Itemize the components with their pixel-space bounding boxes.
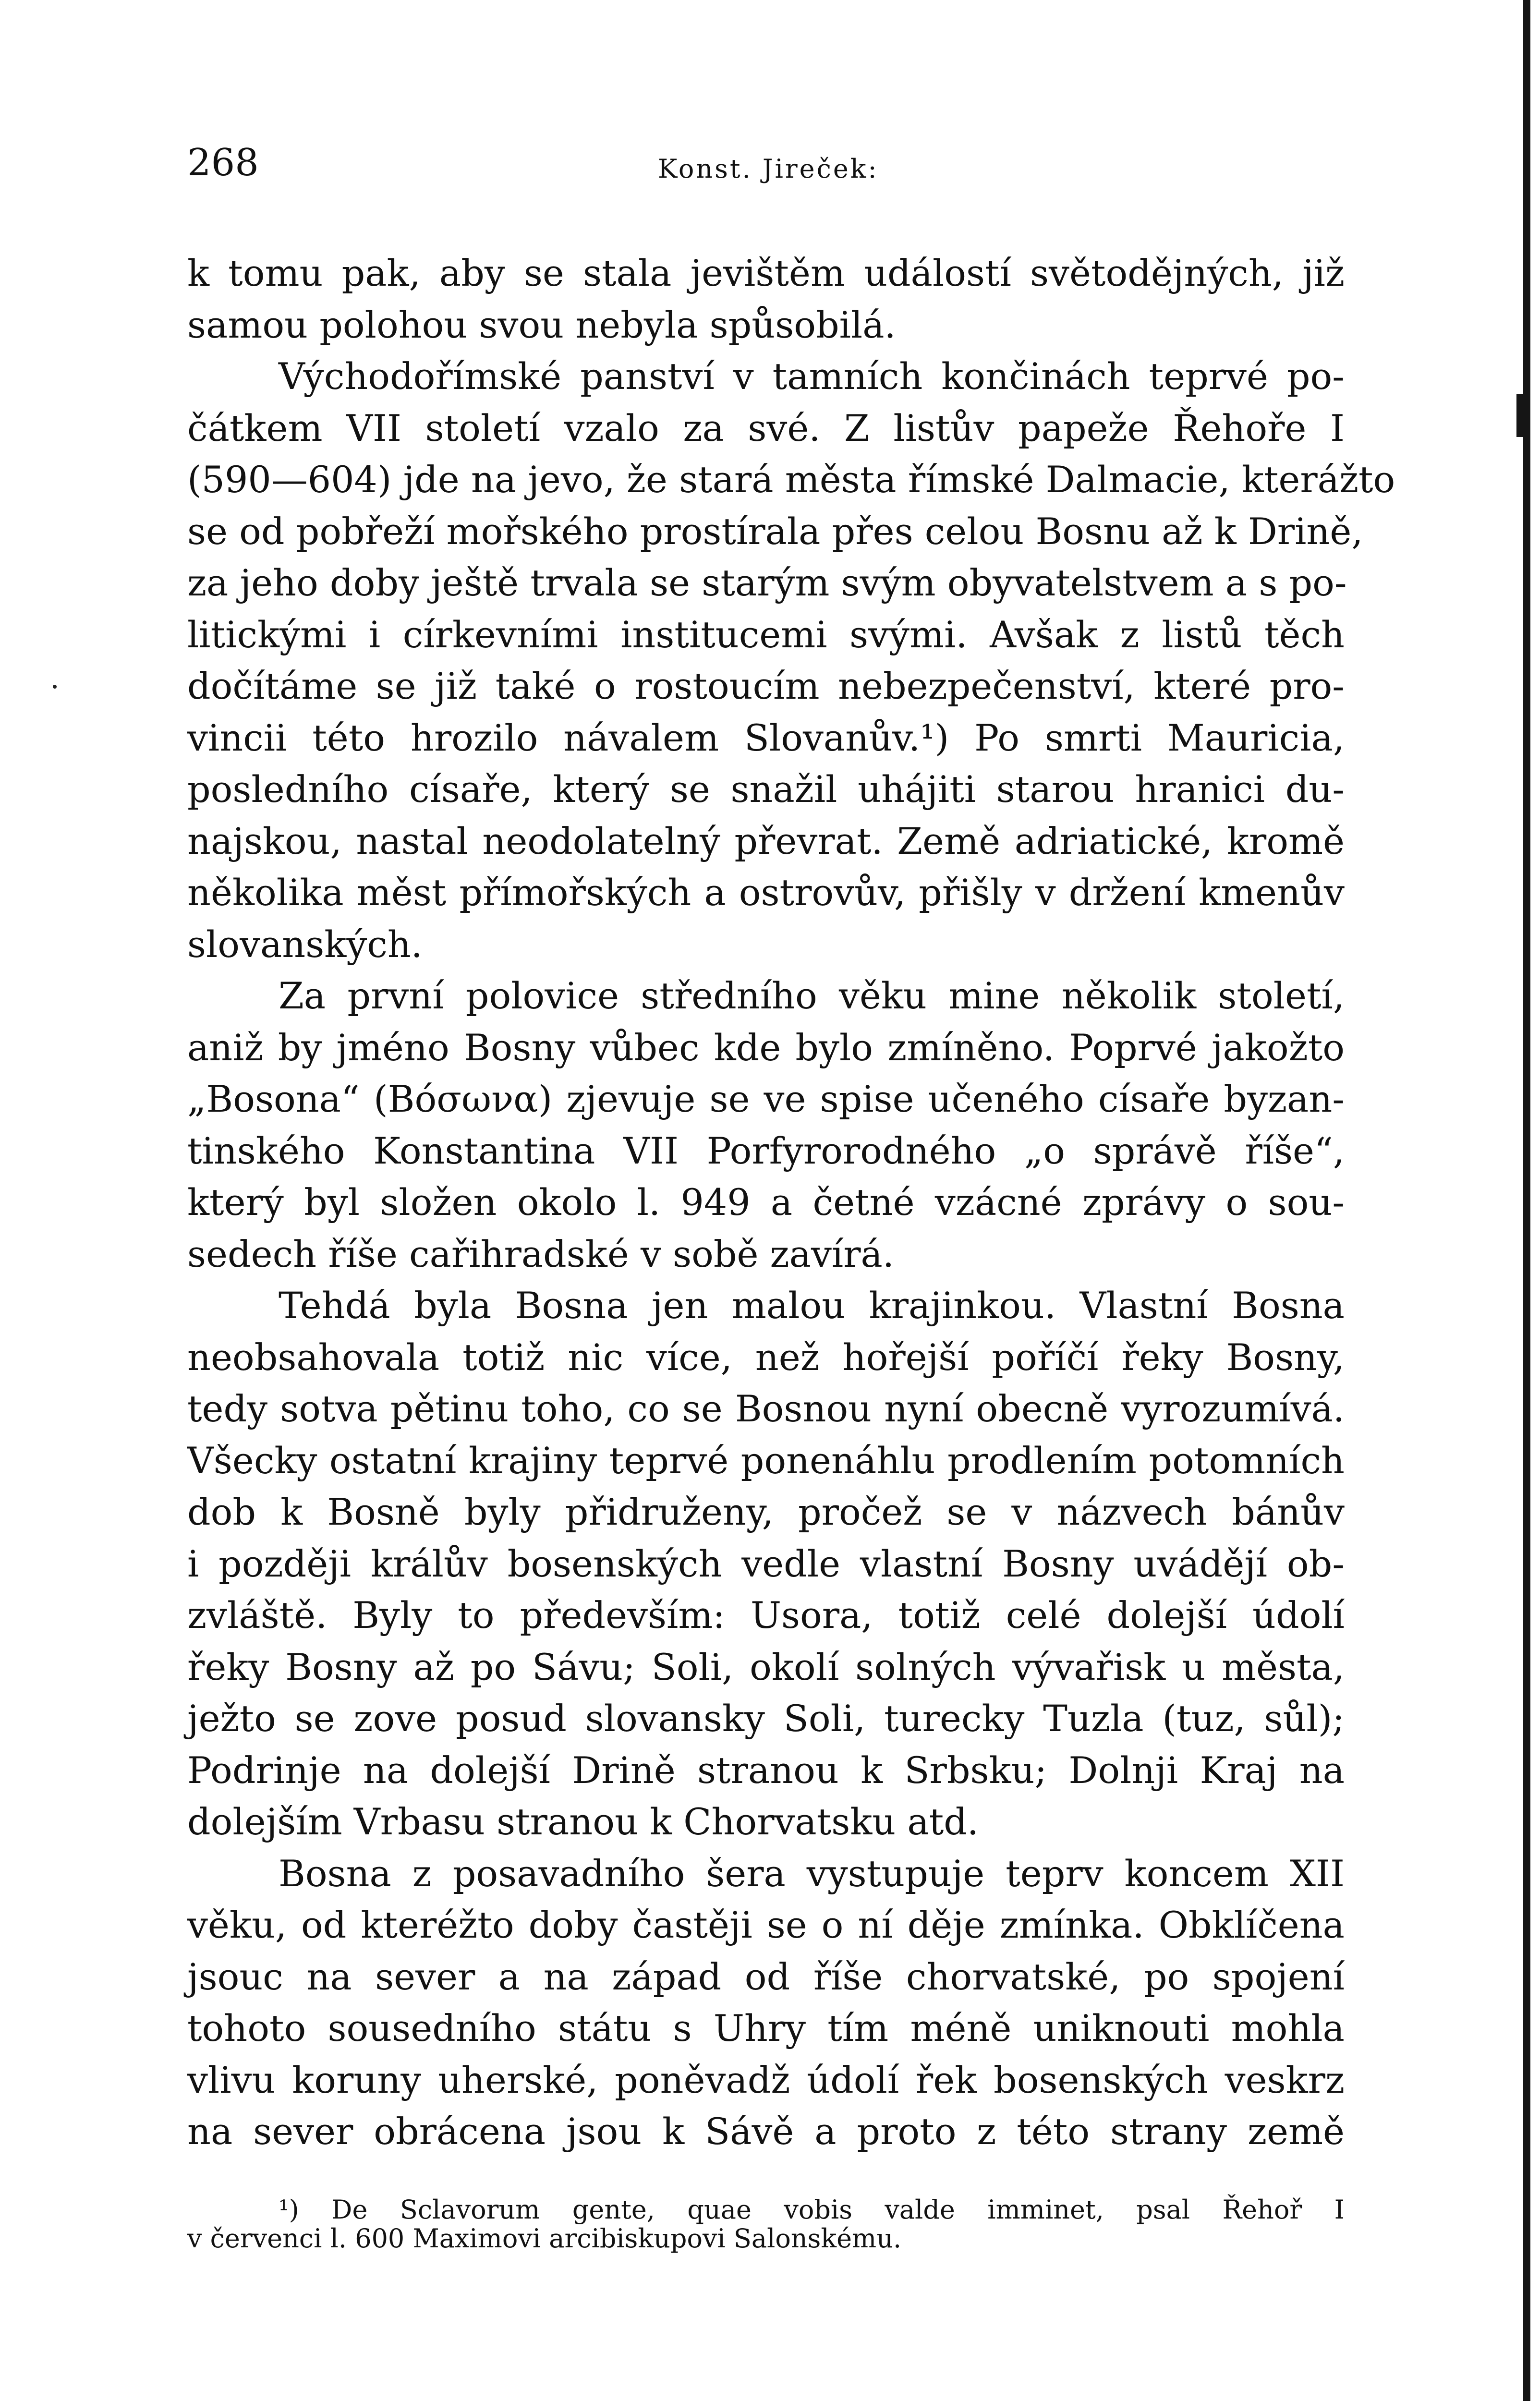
text-line-8: litickými i církevními institucemi svými. Avšak z listů těch <box>187 613 1345 656</box>
text-line-35: tohoto sousedního státu s Uhry tím méně uniknouti mohla <box>187 2007 1345 2049</box>
running-head: Konst. Jireček: <box>658 154 879 184</box>
text-line-20: sedech říše cařihradské v sobě zavírá. <box>187 1232 895 1275</box>
margin-mark <box>53 685 57 689</box>
main-text <box>187 247 1395 2158</box>
text-line-11: posledního císaře, který se snažil uhájiti starou hranici du- <box>187 768 1345 811</box>
text-line-19: který byl složen okolo l. 949 a četné vzácné zprávy o sou- <box>187 1181 1345 1224</box>
text-line-5: (590—604) jde na jevo, že stará města římské Dalmacie, kterážto <box>187 458 1395 501</box>
footnote-line-2: v červenci l. 600 Maximovi arcibiskupovi Salonskému. <box>187 2223 902 2254</box>
text-line-31: dolejším Vrbasu stranou k Chorvatsku atd. <box>187 1800 979 1843</box>
text-line-30: Podrinje na dolejší Drině stranou k Srbsku; Dolnji Kraj na <box>187 1748 1345 1792</box>
footnote-line-1: ¹) De Sclavorum gente, quae vobis valde imminet, psal Řehoř I <box>279 2195 1345 2225</box>
text-line-22: neobsahovala totiž nic více, než hořejší poříčí řeky Bosny, <box>187 1335 1345 1379</box>
text-line-9: dočítáme se již také o rostoucím nebezpečenství, které pro- <box>187 665 1345 707</box>
text-line-23: tedy sotva pětinu toho, co se Bosnou nyní obecně vyrozumívá. <box>187 1387 1345 1430</box>
text-line-26: i později králův bosenských vedle vlastní Bosny uvádějí ob- <box>187 1542 1345 1585</box>
page-number: 268 <box>187 141 259 184</box>
text-line-21: Tehdá byla Bosna jen malou krajinkou. Vlastní Bosna <box>279 1284 1345 1327</box>
page-edge-rule <box>1523 0 1530 2401</box>
page-header <box>187 141 1345 202</box>
text-line-17: „Bosona“ (Βόσωνα) zjevuje se ve spise učeného císaře byzan- <box>187 1078 1345 1120</box>
text-line-6: se od pobřeží mořského prostírala přes celou Bosnu až k Drině, <box>187 509 1363 553</box>
text-line-13: několika měst přímořských a ostrovův, přišly v držení kmenův <box>187 871 1345 914</box>
text-line-24: Všecky ostatní krajiny teprvé ponenáhlu prodlením potomních <box>187 1439 1345 1482</box>
text-line-1: k tomu pak, aby se stala jevištěm událostí světodějných, již <box>187 252 1345 294</box>
text-line-34: jsouc na sever a na západ od říše chorvatské, po spojení <box>187 1955 1345 1998</box>
text-line-36: vlivu koruny uherské, poněvadž údolí řek bosenských veskrz <box>187 2058 1345 2101</box>
text-line-28: řeky Bosny až po Sávu; Soli, okolí solných vývařisk u města, <box>187 1645 1345 1688</box>
text-line-33: věku, od kteréžto doby častěji se o ní děje zmínka. Obklíčena <box>187 1904 1345 1946</box>
text-line-3: Východořímské panství v tamních končinách teprvé po- <box>279 355 1345 398</box>
text-line-4: čátkem VII století vzalo za své. Z listův papeže Řehoře I <box>187 406 1345 449</box>
text-line-14: slovanských. <box>187 922 423 966</box>
text-line-32: Bosna z posavadního šera vystupuje teprv koncem XII <box>279 1852 1345 1895</box>
text-line-29: ježto se zove posud slovansky Soli, turecky Tuzla (tuz, sůl); <box>187 1697 1345 1740</box>
text-line-2: samou polohou svou nebyla spůsobilá. <box>187 303 896 346</box>
text-line-16: aniž by jméno Bosny vůbec kde bylo zmíněno. Poprvé jakožto <box>187 1026 1345 1069</box>
text-line-12: najskou, nastal neodolatelný převrat. Země adriatické, kromě <box>187 819 1345 862</box>
text-line-37: na sever obrácena jsou k Sávě a proto z této strany země <box>187 2110 1345 2153</box>
text-line-15: Za první polovice středního věku mine několik století, <box>279 974 1345 1017</box>
text-line-7: za jeho doby ještě trvala se starým svým obyvatelstvem a s po- <box>187 561 1347 604</box>
footnote <box>187 2195 1345 2253</box>
text-line-10: vincii této hrozilo návalem Slovanův.¹) Po smrti Mauricia, <box>187 716 1345 759</box>
text-line-27: zvláště. Byly to především: Usora, totiž celé dolejší údolí <box>187 1594 1345 1637</box>
text-line-25: dob k Bosně byly přidruženy, pročež se v názvech bánův <box>187 1491 1345 1533</box>
text-line-18: tinského Konstantina VII Porfyrorodného „o správě říše“, <box>187 1129 1345 1172</box>
